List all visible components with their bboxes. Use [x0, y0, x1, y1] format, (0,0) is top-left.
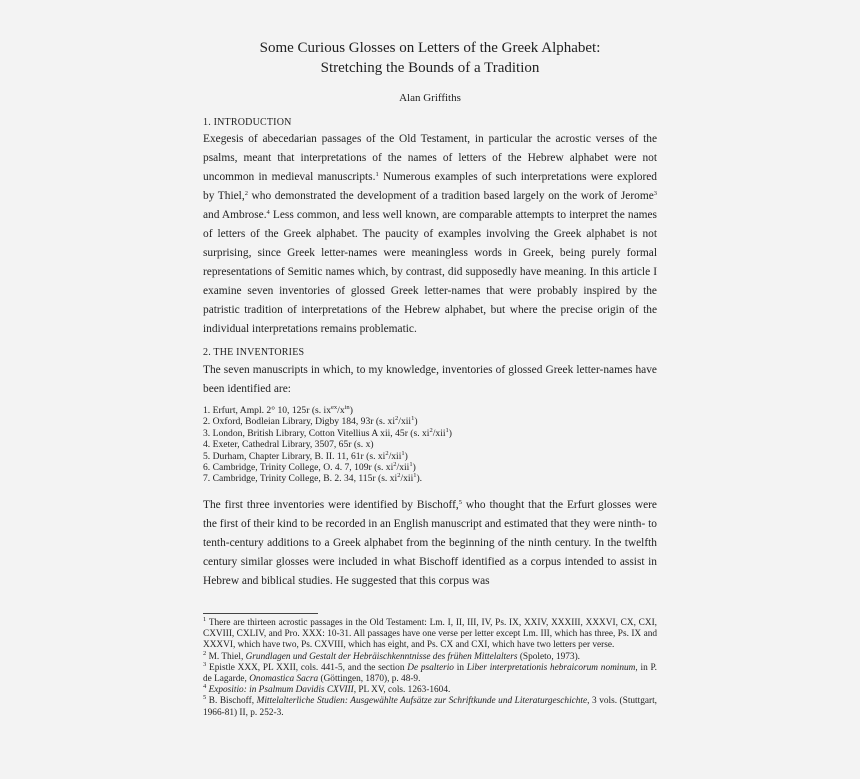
bischoff-paragraph: The first three inventories were identified by Bischoff,$^5$ who thought that the Erfurt glosses were the first of their kind to be recorded in an English manuscript and estimated that they were ninth- to tenth-century additions to a Greek alphabet from the beginning of the ninth century. In the twelfth century similar glosses were included in what Bischoff identified as a corpus intended to assist in Hebrew and biblical studies. He suggested that this corpus was	[203, 499, 657, 587]
list-item: 6. Cambridge, Trinity College, O. 4. 7, 109r (s. $xi^2/xii^1$)	[203, 461, 416, 474]
list-item: 1. Erfurt, Ampl. 2° 10, 125r (s. $ix^{ex}/x^{in}$)	[203, 404, 353, 416]
footnote-5: $^5$ B. Bischoff, Mittelalterliche Studien: Ausgewählte Aufsätze zur Schriftkunde und Literaturgeschichte, 3 vols. (Stuttgart, 1966-81) II, p. 252-3.	[203, 694, 657, 718]
footnote-3: $^3$ Epistle XXX, PL XXII, cols. 441-5, and the section De psalterio in Liber interpretationis hebraicorum nominum, in P. de Lagarde, Onomastica Sacra (Göttingen, 1870), p. 48-9.	[203, 660, 657, 685]
footnote-ref-2[interactable]: 2	[244, 190, 248, 197]
list-item: 5. Durham, Chapter Library, B. II. 11, 61r (s. $xi^2/xii^1$)	[203, 449, 408, 462]
section-heading-introduction: 1. INTRODUCTION	[203, 117, 292, 128]
list-item: 2. Oxford, Bodleian Library, Digby 184, 93r (s. $xi^2/xii^1$)	[203, 415, 418, 428]
inventories-intro: The seven manuscripts in which, to my knowledge, inventories of glossed Greek letter-names have been identified are:	[203, 364, 657, 395]
list-item: 4. Exeter, Cathedral Library, 3507, 65r (s. x)	[203, 439, 374, 451]
footnote-1: $^1$ There are thirteen acrostic passages in the Old Testament: Lm. I, II, III, IV, Ps. IX, XXIV, XXXIII, XXXVI, CX, CXI, CXVIII, CXLIV, and Pro. XXX: 10-31. All passages have one verse per letter except Lm. III, which has three, Ps. IX and XXXVI, which have two, Ps. CXVIII, which has eight, and Ps. CX and CXI, which have two letters per verse.	[203, 616, 657, 651]
paper-title	[0, 38, 860, 78]
section-heading-inventories: 2. THE INVENTORIES	[203, 347, 305, 358]
footnote-ref-5[interactable]: 5	[458, 499, 463, 506]
footnote-ref-1[interactable]: 1	[375, 171, 379, 178]
author-name: Alan Griffiths	[399, 92, 461, 104]
inventory-list	[203, 405, 657, 485]
title-line-2: Stretching the Bounds of a Tradition	[320, 60, 540, 76]
footnote-4: $^4$ Expositio: in Psalmum Davidis CXVIII, PL XV, cols. 1263-1604.	[203, 683, 451, 696]
title-line-1: Some Curious Glosses on Letters of the Greek Alphabet:	[259, 40, 601, 56]
footnote-divider	[203, 613, 318, 614]
list-item: 7. Cambridge, Trinity College, B. 2. 34, 115r (s. $xi^2/xii^1$).	[203, 472, 423, 485]
footnotes	[203, 618, 657, 719]
footnote-2: $^2$ M. Thiel, Grundlagen und Gestalt der Hebräischkenntnisse des frühen Mittelalters (Spoleto, 1973).	[203, 649, 580, 662]
list-item: 3. London, British Library, Cotton Vitellius A xii, 45r (s. $xi^2/xii^1$)	[203, 426, 452, 439]
introduction-paragraph: Exegesis of abecedarian passages of the Old Testament, in particular the acrostic verses of the psalms, meant that interpretations of the names of letters of the Hebrew alphabet were not uncommon in medieval manuscripts.$^1$ Numerous examples of such interpretations were explored by Thiel,$^2$ who demonstrated the development of a tradition based largely on the work of Jerome$^3$ and Ambrose.$^4$ Less common, and less well known, are comparable attempts to interpret the names of letters of the Greek alphabet. The paucity of examples involving the Greek alphabet is not surprising, since Greek letter-names were meaningless words in Greek, being purely formal representations of Semitic names which, by contrast, did supposedly have meaning. In this article I examine seven inventories of glossed Greek letter-names that were probably inspired by the patristic tradition of interpretations of the Hebrew alphabet, but where the precise origin of the individual interpretations remains problematic.	[203, 133, 658, 335]
footnote-ref-3[interactable]: 3	[653, 190, 658, 197]
footnote-ref-4[interactable]: 4	[266, 209, 270, 216]
